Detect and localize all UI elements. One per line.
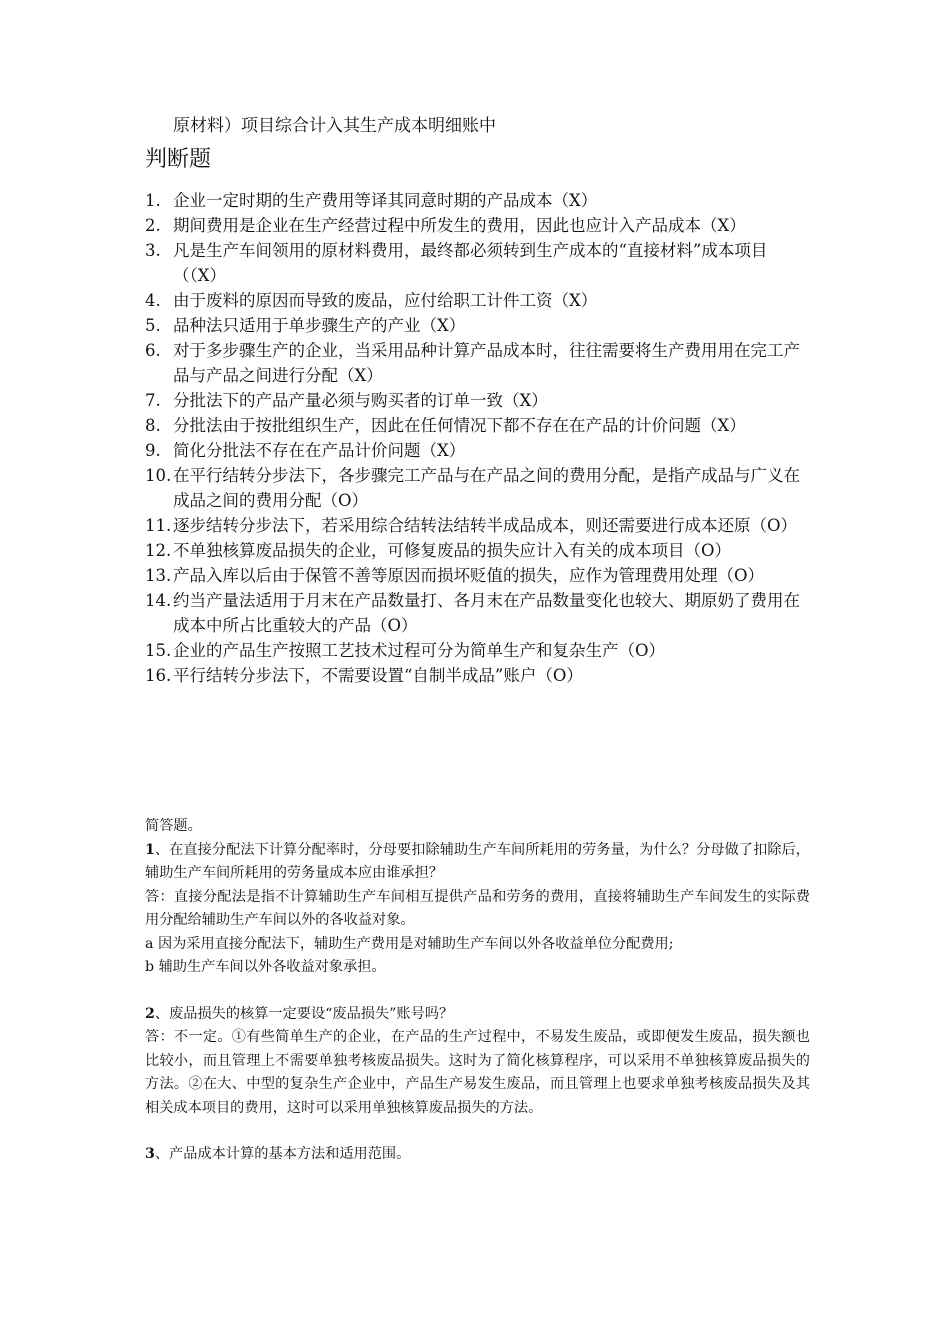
list-item bbox=[145, 338, 810, 388]
item-text: 产品入库以后由于保管不善等原因而损坏贬值的损失，应作为管理费用处理（O） bbox=[173, 566, 765, 585]
list-item bbox=[145, 438, 810, 463]
list-item bbox=[145, 638, 810, 663]
item-number: 12. bbox=[145, 541, 172, 560]
item-text: 企业的产品生产按照工艺技术过程可分为简单生产和复杂生产（O） bbox=[173, 641, 666, 660]
item-number: 14. bbox=[145, 591, 172, 610]
item-number: 4. bbox=[145, 291, 161, 310]
continuation-line: 原材料）项目综合计入其生产成本明细账中 bbox=[173, 116, 496, 136]
question-number: 3 bbox=[145, 1146, 155, 1162]
item-text: 在平行结转分步法下，各步骤完工产品与在产品之间的费用分配，是指产成品与广义在成品之间的费用分配（O） bbox=[173, 466, 800, 510]
answer-1: 答：直接分配法是指不计算辅助生产车间相互提供产品和劳务的费用，直接将辅助生产车间发生的实际费用分配给辅助生产车间以外的各收益对象。 bbox=[145, 888, 810, 928]
item-text: 约当产量法适用于月末在产品数量打、各月末在产品数量变化也较大、期原奶了费用在成本中所占比重较大的产品（O） bbox=[173, 591, 800, 635]
item-text: 平行结转分步法下，不需要设置“自制半成品”账户（O） bbox=[173, 666, 583, 685]
item-text: 品种法只适用于单步骤生产的产业（X） bbox=[173, 316, 466, 335]
item-number: 2. bbox=[145, 216, 161, 235]
list-item bbox=[145, 663, 810, 688]
question-1 bbox=[145, 839, 810, 886]
list-item bbox=[145, 388, 810, 413]
list-item bbox=[145, 538, 810, 563]
answer-1-point-a: a 因为采用直接分配法下，辅助生产费用是对辅助生产车间以外各收益单位分配费用; bbox=[145, 935, 674, 952]
qa-section-title: 简答题。 bbox=[145, 818, 202, 834]
list-item bbox=[145, 513, 810, 538]
item-text: 逐步结转分步法下，若采用综合结转法结转半成品成本，则还需要进行成本还原（O） bbox=[173, 516, 798, 535]
answer-1-point-b: b 辅助生产车间以外各收益对象承担。 bbox=[145, 959, 386, 975]
item-text: 分批法下的产品产量必须与购买者的订单一致（X） bbox=[173, 391, 548, 410]
spacer bbox=[145, 980, 810, 1003]
item-number: 1. bbox=[145, 191, 161, 210]
list-item bbox=[145, 238, 810, 288]
question-text: 、在直接分配法下计算分配率时，分母要扣除辅助生产车间所耗用的劳务量，为什么？分母做了扣除后，辅助生产车间所耗用的劳务量成本应由谁承担？ bbox=[145, 841, 810, 881]
tf-question-list bbox=[145, 188, 810, 688]
list-item bbox=[145, 213, 810, 238]
spacer bbox=[145, 1120, 810, 1143]
item-number: 15. bbox=[145, 641, 172, 660]
answer-2: 答：不一定。①有些简单生产的企业，在产品的生产过程中，不易发生废品，或即便发生废品，损失额也比较小，而且管理上不需要单独考核废品损失。这时为了简化核算程序，可以采用不单独核算废品损失的方法。②在大、中型的复杂生产企业中，产品生产易发生废品，而且管理上也要求单独考核废品损失及其相关成本项目的费用，这时可以采用单独核算废品损失的方法。 bbox=[145, 1029, 810, 1116]
list-item bbox=[145, 313, 810, 338]
list-item bbox=[145, 588, 810, 638]
question-number: 1 bbox=[145, 841, 155, 858]
item-text: 不单独核算废品损失的企业，可修复废品的损失应计入有关的成本项目（O） bbox=[173, 541, 732, 560]
item-text: 分批法由于按批组织生产，因此在任何情况下都不存在在产品的计价问题（X） bbox=[173, 416, 746, 435]
qa-section bbox=[145, 815, 810, 1167]
item-text: 期间费用是企业在生产经营过程中所发生的费用，因此也应计入产品成本（X） bbox=[173, 216, 746, 235]
list-item bbox=[145, 188, 810, 213]
list-item bbox=[145, 413, 810, 438]
question-3 bbox=[145, 1143, 810, 1167]
tf-section-title: 判断题 bbox=[145, 147, 212, 172]
item-number: 6. bbox=[145, 341, 161, 360]
item-number: 13. bbox=[145, 566, 172, 585]
item-number: 5. bbox=[145, 316, 161, 335]
item-number: 8. bbox=[145, 416, 161, 435]
item-text: 凡是生产车间领用的原材料费用，最终都必须转到生产成本的“直接材料”成本项目（（X） bbox=[173, 241, 768, 285]
item-number: 10. bbox=[145, 466, 172, 485]
list-item bbox=[145, 463, 810, 513]
question-2 bbox=[145, 1003, 810, 1027]
item-number: 11. bbox=[145, 516, 172, 535]
item-text: 由于废料的原因而导致的废品，应付给职工计件工资（X） bbox=[173, 291, 598, 310]
item-text: 简化分批法不存在在产品计价问题（X） bbox=[173, 441, 466, 460]
item-text: 企业一定时期的生产费用等译其同意时期的产品成本（X） bbox=[173, 191, 598, 210]
item-number: 7. bbox=[145, 391, 161, 410]
item-number: 16. bbox=[145, 666, 172, 685]
list-item bbox=[145, 288, 810, 313]
question-text: 、废品损失的核算一定要设“废品损失”账号吗？ bbox=[154, 1005, 454, 1022]
item-number: 3. bbox=[145, 241, 161, 260]
question-text: 、产品成本计算的基本方法和适用范围。 bbox=[154, 1146, 411, 1162]
list-item bbox=[145, 563, 810, 588]
item-number: 9. bbox=[145, 441, 161, 460]
question-number: 2 bbox=[145, 1005, 155, 1022]
item-text: 对于多步骤生产的企业，当采用品种计算产品成本时，往往需要将生产费用用在完工产品与产品之间进行分配（X） bbox=[173, 341, 800, 385]
